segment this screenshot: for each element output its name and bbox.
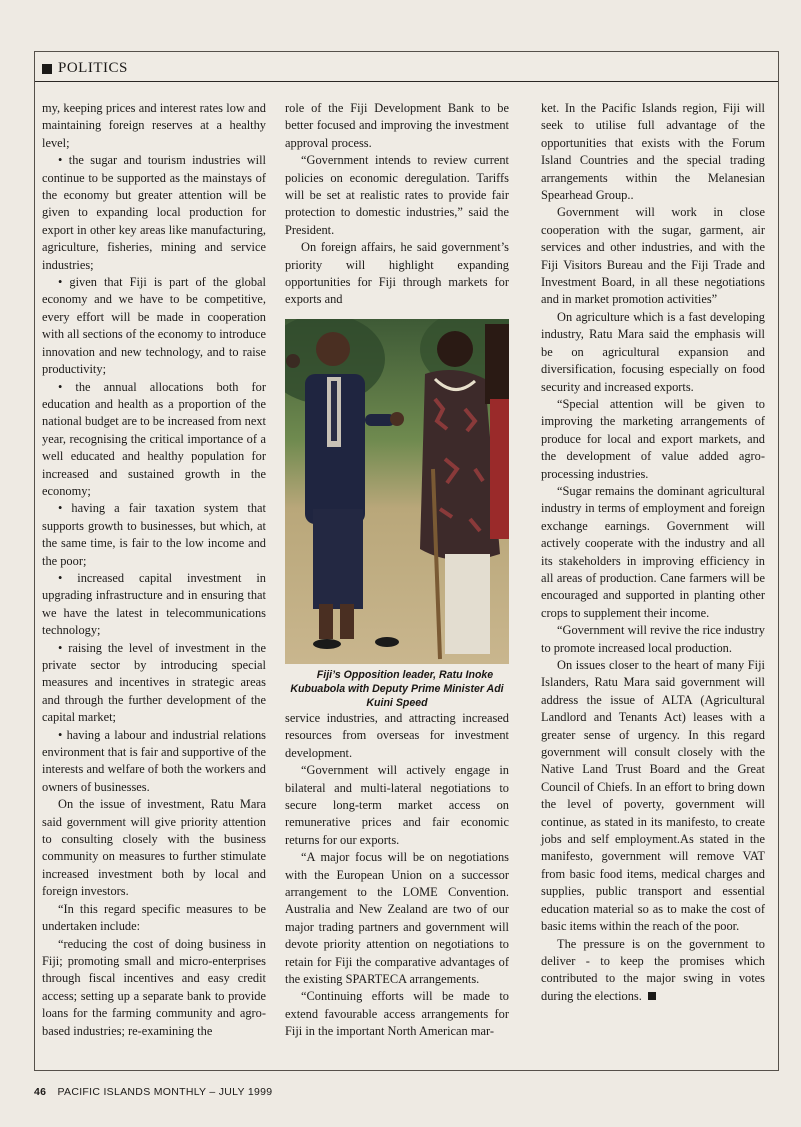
paragraph: “Sugar remains the dominant agricultural industry in terms of employment and foreign exchange earnings. Government will actively cooperate with the industry and all its stakeholders in improving efficiency in all areas of production. Cane farmers will be encouraged and supported in planting other crops to supplement their income. xyxy=(541,483,765,620)
paragraph: On foreign affairs, he said government’s priority will highlight expanding opportunities for Fiji through markets for exports and xyxy=(285,240,509,307)
paragraph: Government will work in close cooperation with the sugar, garment, air services and other industries, and with the Fiji Visitors Bureau and the Fiji Trade and Investment Board, in all these negotiations and in market promotion activities” xyxy=(541,205,765,307)
section-square-icon xyxy=(42,64,52,74)
bullet-paragraph: • increased capital investment in upgrading infrastructure and in ensuring that we have the latest in telecommunications technology; xyxy=(42,570,266,638)
bullet-paragraph: • given that Fiji is part of the global economy and we have to be competitive, every effort will be made in cooperation with all sections of the economy to introduce innovation and new technology, and to raise productivity; xyxy=(42,275,266,377)
paragraph: ket. In the Pacific Islands region, Fiji will seek to utilise full advantage of the opportunities that exists with the Forum Island Countries and the special trading arrangements within the Melanesian Spearhead Group.. xyxy=(541,101,765,203)
bullet-paragraph: • having a fair taxation system that supports growth to businesses, but which, at the same time, is fair to the low income and the poor; xyxy=(42,501,266,568)
column-1 xyxy=(42,100,266,1040)
page-number: 46 xyxy=(34,1086,47,1098)
paragraph: my, keeping prices and interest rates low and maintaining foreign reserves at a healthy level; xyxy=(42,101,266,150)
paragraph: On issues closer to the heart of many Fiji Islanders, Ratu Mara said government will address the issue of ALTA (Agricultural Landlord and Tenants Act) leases with a greater sense of urgency. In this regard government will consult closely with the Native Land Trust Board and the Great Council of Chiefs. In an effort to bring down the level of poverty, government will continue, as stated in its manifesto, to create jobs and self employment.As stated in the manifesto, government will remove VAT from basic food items, medical charges and supplies, public transport and essential education material so as to make the cost of basic items within the reach of the poor. xyxy=(541,658,765,934)
publication-line: PACIFIC ISLANDS MONTHLY – JULY 1999 xyxy=(57,1086,273,1098)
column-2 xyxy=(285,100,509,1041)
paragraph: “Continuing efforts will be made to extend favourable access arrangements for Fiji in the important North American mar- xyxy=(285,989,509,1039)
page-frame xyxy=(34,51,779,1071)
photo-caption: Fiji’s Opposition leader, Ratu Inoke Kubuabola with Deputy Prime Minister Adi Kuini Speed xyxy=(290,668,504,709)
paragraph: On the issue of investment, Ratu Mara said government will give priority attention to consulting closely with the business community on measures to further stimulate increased investment both by local and foreign investors. xyxy=(42,797,266,899)
paragraph: “reducing the cost of doing business in Fiji; promoting small and micro-enterprises through fiscal incentives and easy credit access; setting up a separate bank to provide loans for the farming community and agro-based industries; re-examining the xyxy=(42,936,266,1038)
bullet-paragraph: • raising the level of investment in the private sector by introducing special measures and incentives in strategic areas and through the further development of the capital market; xyxy=(42,640,266,725)
paragraph: “Special attention will be given to improving the marketing arrangements of produce for local and export markets, and the development of value added agro-processing industries. xyxy=(541,396,765,481)
paragraph: “Government will revive the rice industry to promote increased local production. xyxy=(541,623,765,655)
bullet-paragraph: • having a labour and industrial relations environment that is fair and supportive of the interests and welfare of both the workers and owners of businesses. xyxy=(42,727,267,794)
page-footer xyxy=(34,1086,272,1098)
paragraph: “Government intends to review current policies on economic deregulation. Tariffs will be set at realistic rates to provide fair protection to domestic industries,” said the President. xyxy=(285,153,509,237)
paragraph-final xyxy=(541,936,765,1006)
paragraph: role of the Fiji Development Bank to be better focused and improving the investment approval process. xyxy=(285,101,509,150)
paragraph: On agriculture which is a fast developing industry, Ratu Mara said the emphasis will be on agricultural expansion and diversification, focusing especially on food security and increased exports. xyxy=(541,309,765,394)
bullet-paragraph: • the annual allocations both for education and health as a proportion of the national budget are to be increased from next year, recognising the critical importance of a well educated and healthy population for increased and sustained growth in the economy; xyxy=(42,379,266,498)
paragraph: service industries, and attracting increased resources from overseas for investment development. xyxy=(285,710,509,760)
paragraph: “A major focus will be on negotiations with the European Union on a successor arrangement to the LOME Convention. Australia and New Zealand are two of our major trading partners and government will devote priority attention on negotiations to retain for Fiji the comparative advantages of the existing SPARTECA arrangements. xyxy=(285,850,509,986)
section-header xyxy=(35,52,778,82)
paragraph: “Government will actively engage in bilateral and multi-lateral negotiations to secure long-term market access on remunerative prices and fair economic returns for our exports. xyxy=(285,763,509,847)
bullet-paragraph: • the sugar and tourism industries will continue to be supported as the mainstays of the economy but greater attention will be given to expanding local production for export in other key areas like manufacturing, agriculture, fisheries, mining and service industries; xyxy=(42,153,266,272)
photo-illustration xyxy=(285,319,509,664)
section-label: POLITICS xyxy=(58,60,128,76)
paragraph: “In this regard specific measures to be undertaken include: xyxy=(42,901,266,934)
end-mark-icon xyxy=(648,992,656,1000)
final-text: The pressure is on the government to deliver - to keep the promises which contributed to the major swing in votes during the elections. xyxy=(541,936,765,1003)
column-3 xyxy=(541,100,765,1005)
news-photo xyxy=(285,319,509,664)
